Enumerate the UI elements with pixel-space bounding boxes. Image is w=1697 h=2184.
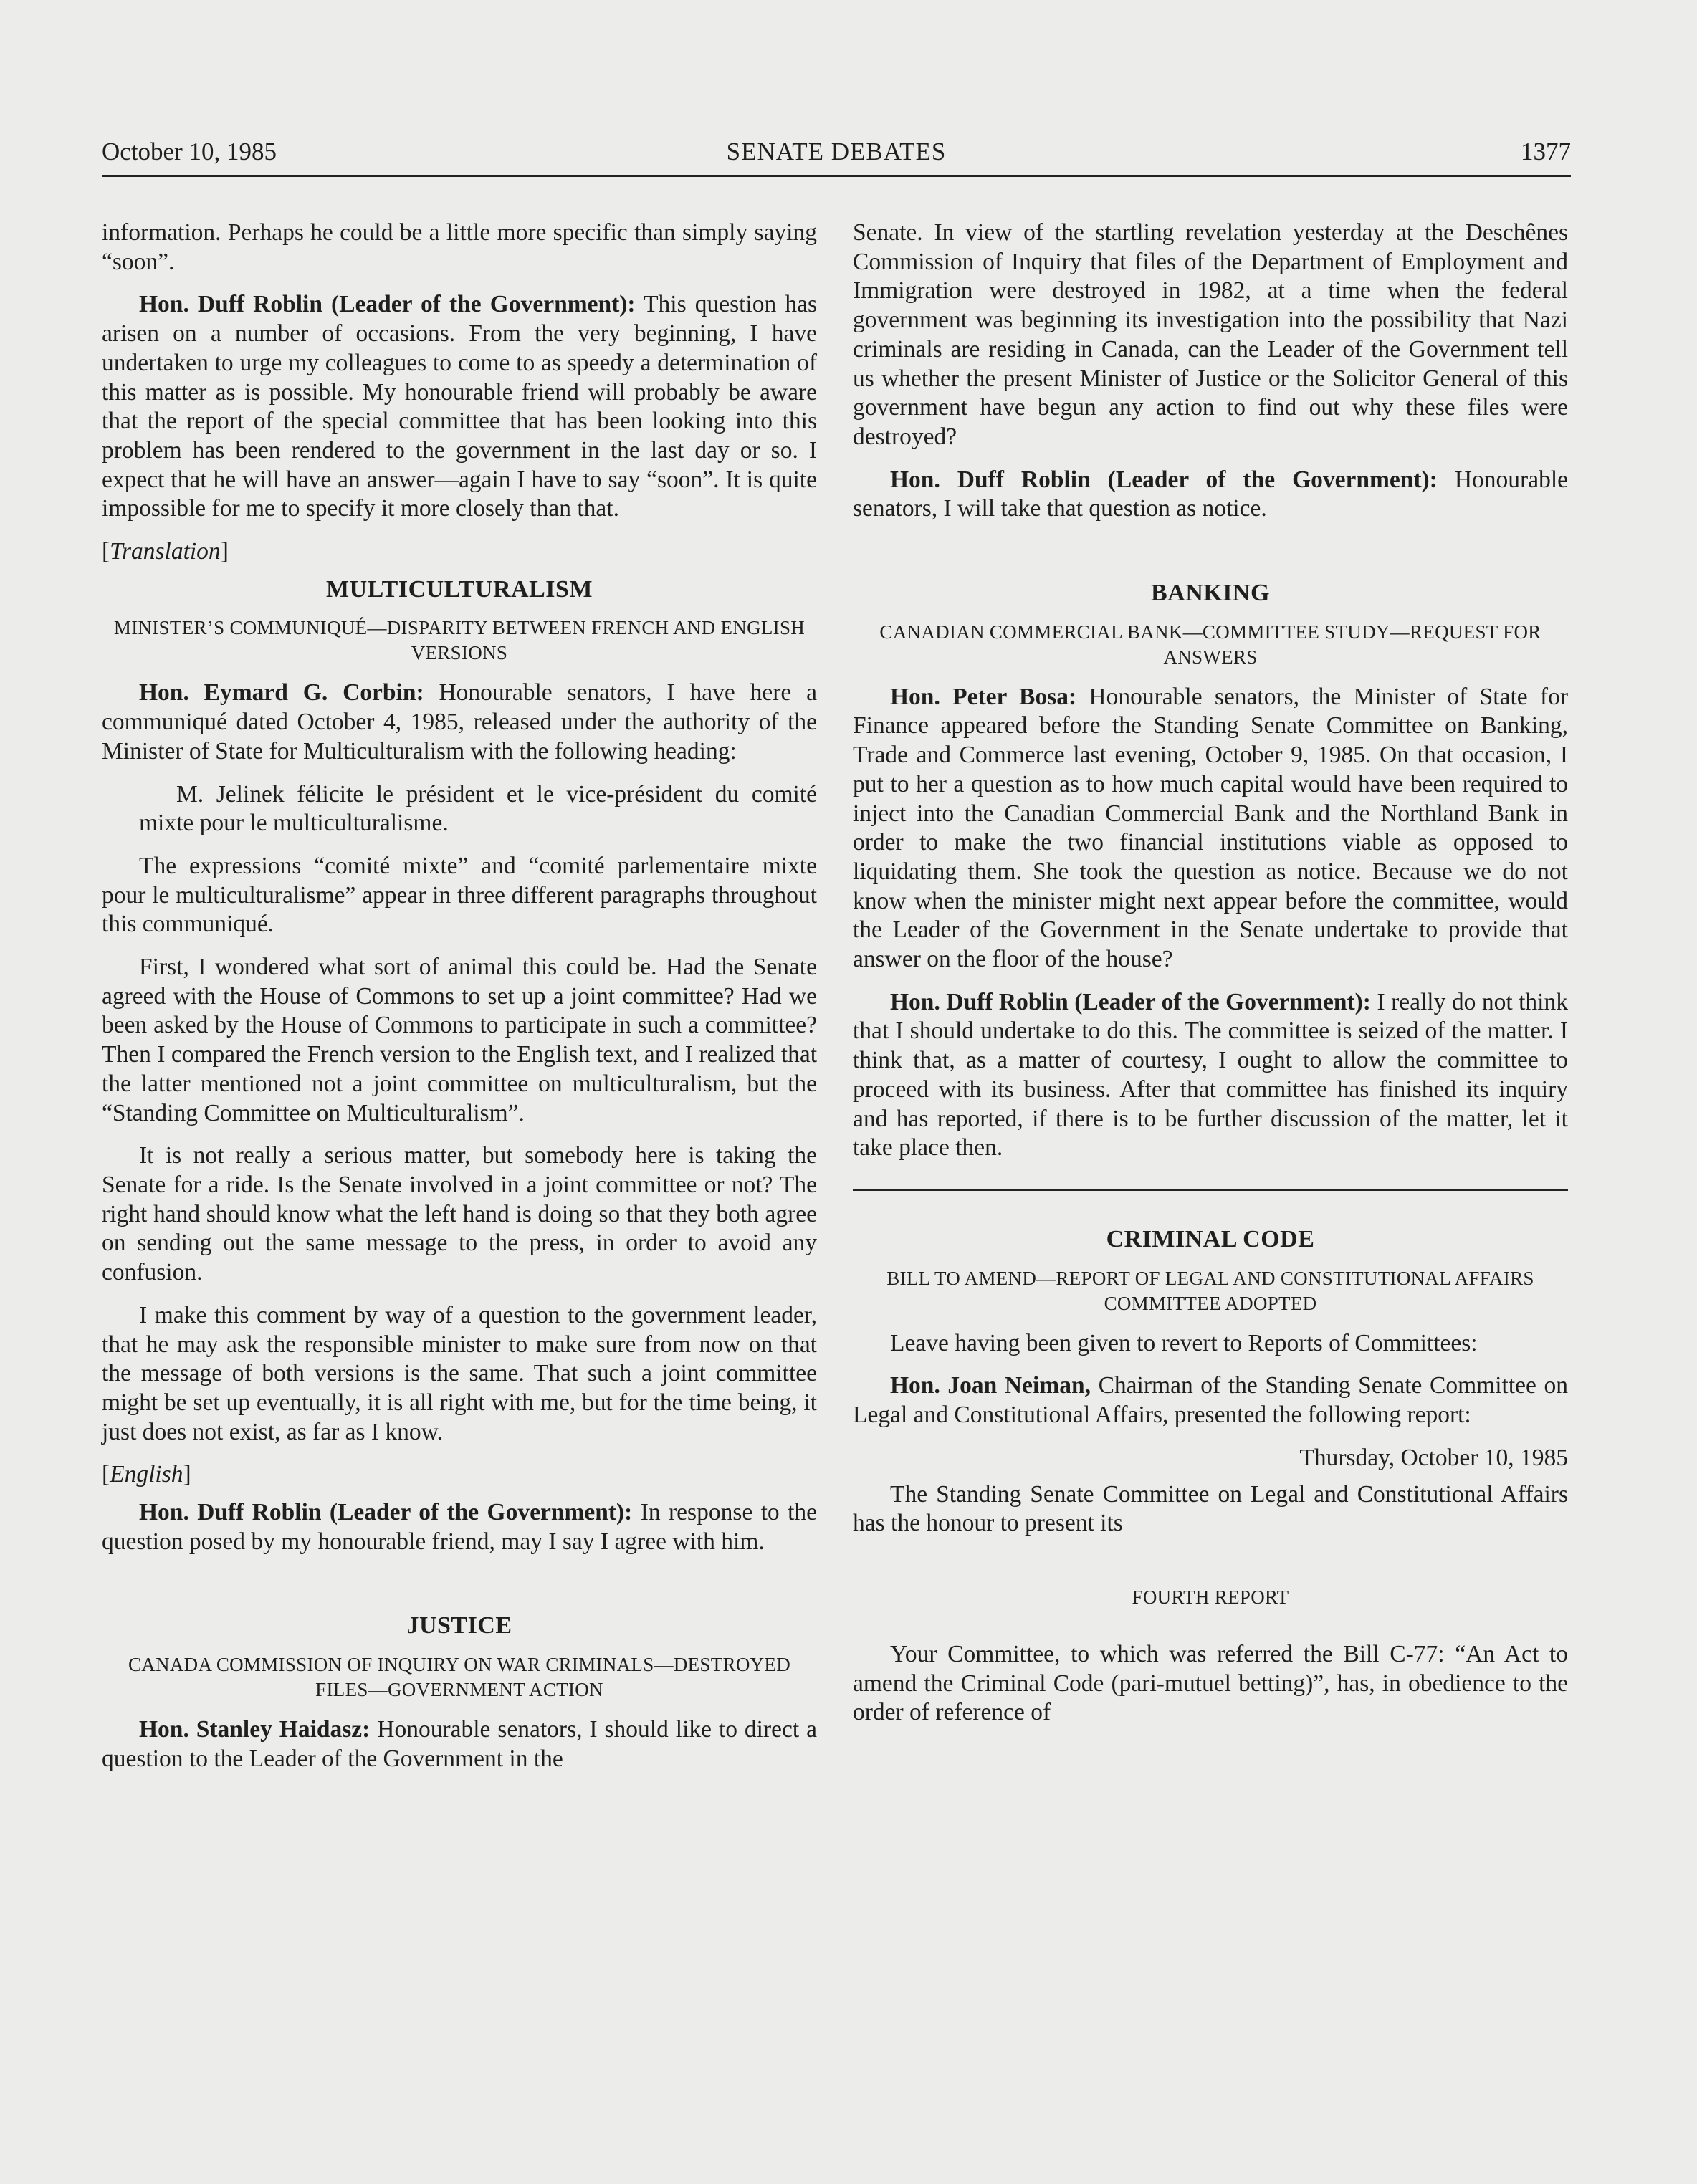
section-heading: JUSTICE [406, 1612, 512, 1639]
paragraph: First, I wondered what sort of animal this could be. Had the Senate agreed with the House of Commons to set up a joint committee? Had we been asked by the House of Commons to participate in such a committee? Then I compared the French version to the English text, and I realized that the latter mentioned not a joint committee on multiculturalism, but the “Standing Committee on Multiculturalism”. [102, 954, 817, 1126]
language-tag: [English] [102, 1461, 191, 1488]
speaker-name: Hon. Peter Bosa: [890, 683, 1077, 710]
section-subheading: CANADA COMMISSION OF INQUIRY ON WAR CRIMINALS—DESTROYED FILES—GOVERNMENT ACTION [128, 1654, 791, 1701]
paragraph: Your Committee, to which was referred the Bill C-77: “An Act to amend the Criminal Code (pari-mutuel betting)”, has, in obedience to the order of reference of [853, 1640, 1568, 1726]
paragraph-text: This question has arisen on a number of occasions. From the very beginning, I have undertaken to urge my colleagues to come to as speedy a determination of this matter as is possible. My honourable friend will probably be aware that the report of the special committee that has been looking into this problem has been rendered to the government in the last day or so. I expect that he will have an answer—again I have to say “soon”. It is quite impossible for me to specify it more closely than that. [102, 291, 817, 522]
section-heading: MULTICULTURALISM [325, 575, 593, 603]
report-heading: FOURTH REPORT [1132, 1586, 1289, 1608]
section-heading: CRIMINAL CODE [1106, 1225, 1315, 1253]
paragraph: The Standing Senate Committee on Legal and Constitutional Affairs has the honour to present its [853, 1480, 1568, 1537]
paragraph [102, 679, 817, 766]
language-tag-text: Translation [110, 538, 221, 565]
speaker-name: Hon. Duff Roblin (Leader of the Government): [890, 988, 1371, 1015]
page-number: 1377 [1521, 138, 1571, 166]
paragraph [853, 1371, 1568, 1429]
paragraph-text: Honourable senators, I should like to direct a question to the Leader of the Government in the [102, 1716, 817, 1772]
section-heading: BANKING [1151, 580, 1270, 607]
paragraph: Leave having been given to revert to Reports of Committees: [890, 1329, 1478, 1356]
paragraph-text: In response to the question posed by my honourable friend, may I say I agree with him. [102, 1499, 818, 1555]
paragraph [853, 988, 1568, 1163]
speaker-name: Hon. Stanley Haidasz: [139, 1716, 371, 1743]
paragraph [853, 683, 1568, 974]
left-column [102, 219, 817, 1788]
language-tag: [Translation] [102, 538, 229, 565]
paragraph-text: Honourable senators, the Minister of State for Finance appeared before the Standing Senate Committee on Banking, Trade and Commerce last evening, October 9, 1985. On that occasion, I put to her a question as to how much capital would have been required to inject into the Canadian Commercial Bank and the Northland Bank in order to make the two financial institutions viable as opposed to liquidating them. She took the question as notice. Because we do not know when the minister might next appear before the committee, would the Leader of the Government in the Senate undertake to provide that answer on the floor of the house? [853, 683, 1568, 973]
header-date: October 10, 1985 [102, 138, 277, 166]
paragraph: The expressions “comité mixte” and “comité parlementaire mixte pour le multiculturalisme” appear in three different paragraphs throughout this communiqué. [102, 852, 817, 938]
section-subheading: CANADIAN COMMERCIAL BANK—COMMITTEE STUDY—REQUEST FOR ANSWERS [879, 621, 1541, 668]
language-tag-text: English [110, 1461, 183, 1488]
section-divider [853, 1189, 1568, 1191]
paragraph [102, 290, 817, 524]
block-quote: M. Jelinek félicite le président et le vice-président du comité mixte pour le multiculturalisme. [139, 780, 817, 837]
report-date: Thursday, October 10, 1985 [1299, 1444, 1568, 1471]
paragraph-text: Honourable senators, I have here a communiqué dated October 4, 1985, released under the authority of the Minister of State for Multiculturalism with the following heading: [102, 679, 817, 765]
paragraph: Senate. In view of the startling revelation yesterday at the Deschênes Commission of Inquiry that files of the Department of Employment and Immigration were destroyed in 1982, at a time when the federal government was beginning its investigation into the possibility that Nazi criminals are residing in Canada, can the Leader of the Government tell us whether the present Minister of Justice or the Solicitor General of this government have begun any action to find out why these files were destroyed? [853, 219, 1568, 450]
paragraph: information. Perhaps he could be a little more specific than simply saying “soon”. [102, 219, 817, 275]
paragraph-text: Chairman of the Standing Senate Committee on Legal and Constitutional Affairs, presented the following report: [853, 1372, 1568, 1429]
paragraph [102, 1498, 817, 1556]
paragraph [102, 1715, 817, 1773]
speaker-name: Hon. Joan Neiman, [890, 1372, 1091, 1399]
section-subheading: MINISTER’S COMMUNIQUÉ—DISPARITY BETWEEN FRENCH AND ENGLISH VERSIONS [113, 617, 806, 664]
speaker-name: Hon. Duff Roblin (Leader of the Government): [139, 291, 636, 318]
paragraph-text: Honourable senators, I will take that question as notice. [853, 466, 1568, 522]
paragraph [853, 466, 1568, 524]
paragraph: I make this comment by way of a question to the government leader, that he may ask the responsible minister to make sure from now on that the message of both versions is the same. That such a joint committee might be set up eventually, it is all right with me, but for the time being, it just does not exist, as far as I know. [102, 1301, 817, 1445]
section-subheading: BILL TO AMEND—REPORT OF LEGAL AND CONSTITUTIONAL AFFAIRS COMMITTEE ADOPTED [886, 1267, 1534, 1314]
page-header [102, 138, 1571, 177]
header-title: SENATE DEBATES [726, 138, 947, 166]
speaker-name: Hon. Duff Roblin (Leader of the Government): [139, 1499, 633, 1526]
speaker-name: Hon. Duff Roblin (Leader of the Government): [890, 466, 1438, 493]
speaker-name: Hon. Eymard G. Corbin: [139, 679, 424, 707]
right-column [853, 219, 1568, 1741]
paragraph: It is not really a serious matter, but somebody here is taking the Senate for a ride. Is the Senate involved in a joint committee or not? The right hand should know what the left hand is doing so that they both agree on sending out the same message to the press, in order to avoid any confusion. [102, 1142, 817, 1286]
paragraph-text: I really do not think that I should undertake to do this. The committee is seized of the matter. I think that, as a matter of courtesy, I ought to allow the committee to proceed with its business. After that committee has finished its inquiry and has reported, if there is to be further discussion of the matter, let it take place then. [853, 988, 1568, 1162]
